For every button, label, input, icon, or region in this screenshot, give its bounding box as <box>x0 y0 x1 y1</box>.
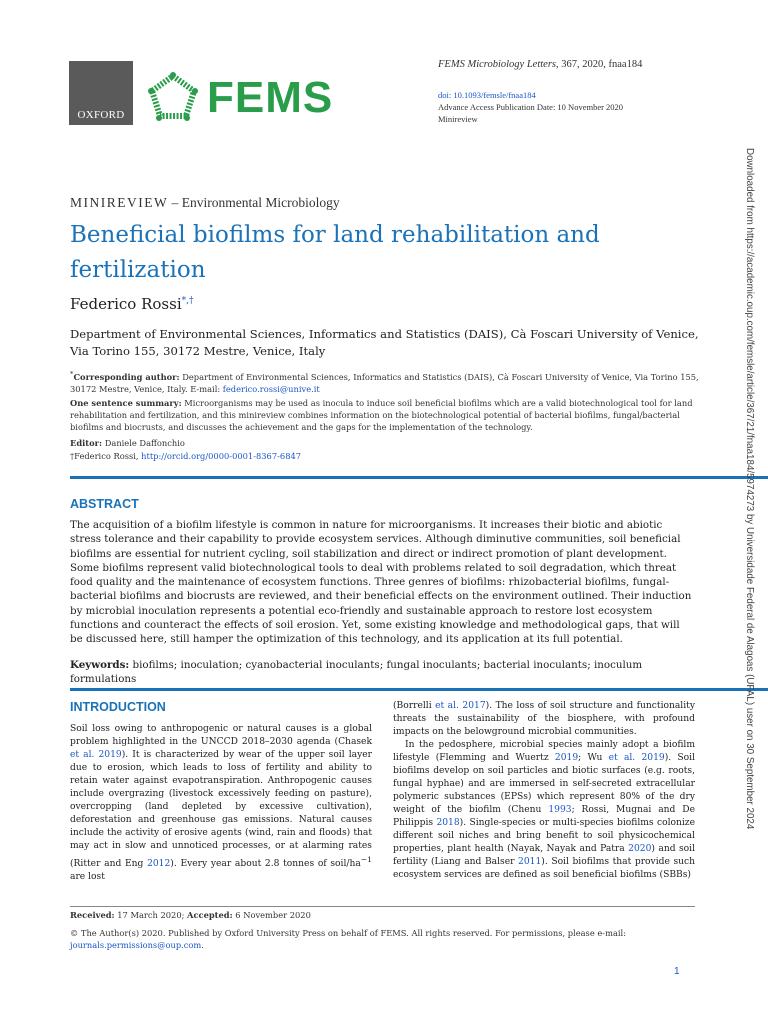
text-run: In the pedosphere, microbial species mainly adopt a biofilm lifestyle (Flemming and Wuertz <box>393 740 695 763</box>
citation-link[interactable]: 1993 <box>548 805 572 815</box>
text-run: are lost <box>70 872 105 883</box>
superscript: −1 <box>360 855 372 864</box>
corresponding-label: Corresponding author: <box>73 371 180 382</box>
summary-label: One sentence summary: <box>70 398 182 408</box>
copyright-text: © The Author(s) 2020. Published by Oxford University Press on behalf of FEMS. All rights reserved. For permissions, please e-mail: <box>70 928 626 938</box>
article-type: Minireview <box>438 114 478 124</box>
one-sentence-summary <box>70 397 700 433</box>
received-accepted-line <box>70 910 311 920</box>
section-label <box>70 195 340 211</box>
abstract-top-rule <box>70 476 768 479</box>
doi-link[interactable]: doi: 10.1093/femsle/fnaa184 <box>438 90 536 100</box>
download-watermark: Downloaded from https://academic.oup.com/femsle/article/367/21/fnaa184/5974273 by Universidade Federal de Alagoas (UFAL) user on 30 September 2024 <box>744 148 755 830</box>
corresponding-text: Department of Environmental Sciences, Informatics and Statistics (DAIS), Cà Foscari University of Venice, Via Torino 155, 30172 Mestre, Venice, Italy. E-mail: <box>70 371 699 394</box>
editor-name: Daniele Daffonchio <box>102 438 185 448</box>
article-title: Beneficial biofilms for land rehabilitation and fertilization <box>70 222 600 283</box>
text-run: ). Soil biofilms that provide such ecosystem services are defined as soil beneficial biofilms (SBBs) <box>393 857 695 880</box>
page-number: 1 <box>674 966 680 977</box>
citation-link[interactable]: 2020 <box>628 844 652 854</box>
citation-link[interactable]: 2018 <box>436 818 460 828</box>
citation-link[interactable]: 2011 <box>518 857 542 867</box>
copyright-period: . <box>201 940 204 950</box>
text-run: ; Rossi, Mugnai and De Philippis <box>393 805 695 828</box>
citation-link[interactable]: et al. 2017 <box>435 701 486 711</box>
received-label: Received: <box>70 910 115 920</box>
journal-name: FEMS Microbiology Letters <box>438 59 557 70</box>
author-marks[interactable]: *,† <box>181 296 194 306</box>
advance-access-date: Advance Access Publication Date: 10 November 2020 <box>438 102 624 112</box>
text-run: (Borrelli <box>393 701 436 711</box>
summary-text: Microorganisms may be used as inocula to induce soil beneficial biofilms which are a valid biotechnological tool for land rehabilitation and fertilization, and this minireview combines information on the biotechnological potential of bacterial biofilms, fungal/bacterial biofilms and biocrusts, and discusses the achievement and the gaps for the implementation of the technology. <box>70 398 693 432</box>
accepted-date: 6 November 2020 <box>232 910 311 920</box>
corresponding-mark: * <box>70 370 74 378</box>
citation-link[interactable]: 2019 <box>554 753 579 763</box>
journal-citation <box>438 59 642 70</box>
received-date: 17 March 2020; <box>114 910 188 920</box>
editor-label: Editor: <box>70 438 103 448</box>
abstract-heading: ABSTRACT <box>70 497 139 511</box>
copyright-notice <box>70 927 700 951</box>
corresponding-email-link[interactable]: federico.rossi@unive.it <box>222 383 320 394</box>
orcid-line <box>70 450 700 462</box>
editor-line <box>70 437 700 449</box>
citation-link[interactable]: et al. 2019 <box>70 750 122 760</box>
journal-info: , 367, 2020, fnaa184 <box>556 59 643 70</box>
abstract-body: The acquisition of a biofilm lifestyle is common in nature for microorganisms. It increases their biotic and abiotic stress tolerance and their capability to provide ecosystem services. Although diminutive communities, soil beneficial biofilms are essential for nutrient cycling, soil stabilization and direct or indirect promotion of plant development. Some biofilms represent valid biotechnological tools to deal with problems related to soil degradation, which threat food quality and the maintenance of ecosystem functions. Three genres of biofilms: rhizobacterial biofilms, fungal-bacterial biofilms and biocrusts are reviewed, and their beneficial effects on the environment outlined. Their induction by microbial inoculation represents a potential eco-friendly and sustainable approach to restore lost ecosystem functions and counteract the effects of soil erosion. Yet, some existing knowledge and methodological gaps, that will be discussed here, still hamper the optimization of this technology, and its application at its full potential. <box>70 519 692 646</box>
text-run: ; Wu <box>578 753 609 763</box>
text-run: ). Single-species or multi-species biofilms colonize different soil niches and bring benefit to soil physicochemical properties, plant health (Nayak, Nayak and Patra <box>393 818 695 854</box>
text-run: ). The loss of soil structure and functionality threats the sustainability of the biosphere, with profound impacts on the belowground microbial communities. <box>393 701 695 737</box>
introduction-heading: INTRODUCTION <box>70 700 166 714</box>
section-subject: Environmental Microbiology <box>181 195 340 210</box>
author-name: Federico Rossi <box>70 295 182 313</box>
intro-paragraph <box>393 739 695 882</box>
text-run: ). Every year about 2.8 tonnes of soil/ha <box>170 859 361 870</box>
fems-logo-text: FEMS <box>207 73 334 122</box>
orcid-text: †Federico Rossi, <box>70 451 142 461</box>
section-type: MINIREVIEW <box>70 195 169 210</box>
author-line <box>70 295 194 313</box>
section-separator: – <box>168 195 182 210</box>
footer-rule <box>70 906 695 907</box>
abstract-bottom-rule <box>70 688 768 691</box>
affiliation: Department of Environmental Sciences, Informatics and Statistics (DAIS), Cà Foscari University of Venice, Via Torino 155, 30172 Mestre, Venice, Italy <box>70 327 699 358</box>
intro-column-right <box>393 700 695 882</box>
oxford-logo <box>69 61 133 125</box>
text-run: ). It is characterized by wear of the upper soil layer due to erosion, which leads to loss of fertility and ability to retain water against evapotranspiration. Anthropogenic causes include overgrazing (livestock excessively feeding on pasture), overcropping (land depleted by excessive cultivation), deforestation and greenhouse gas emissions. Natural causes include the activity of erosive agents (wind, rain and floods) that may act in slow and unnoticed processes, or at alarming rates (Ritter and Eng <box>70 750 373 870</box>
citation-link[interactable]: 2012 <box>147 859 171 870</box>
permissions-email-link[interactable]: journals.permissions@oup.com <box>70 940 202 950</box>
keywords-label: Keywords: <box>70 659 130 671</box>
text-run: ). Soil biofilms develop on soil particles and biotic surfaces (e.g. roots, fungal hyphae) and are immersed in self-secreted extracellular polymeric substances (EPSs) which represent 80% of the dry weight of the biofilm (Chenu <box>393 753 695 815</box>
citation-link[interactable]: et al. 2019 <box>608 753 665 763</box>
intro-column-left <box>70 723 372 884</box>
orcid-link[interactable]: http://orcid.org/0000-0001-8367-6847 <box>141 451 302 461</box>
keywords-line <box>70 658 710 686</box>
fems-logo <box>145 70 333 126</box>
intro-paragraph <box>393 700 695 739</box>
fems-emblem-icon <box>145 70 201 126</box>
oxford-logo-text: OXFORD <box>77 109 125 121</box>
text-run: Soil loss owing to anthropogenic or natural causes is a global problem highlighted in the UNCCD 2018–2030 agenda (Chasek <box>70 724 372 747</box>
text-run: ) and soil fertility (Liang and Balser <box>393 844 695 867</box>
corresponding-author-note <box>70 368 700 395</box>
intro-paragraph <box>70 723 372 884</box>
keywords-text: biofilms; inoculation; cyanobacterial inoculants; fungal inoculants; bacterial inoculants; inoculum formulations <box>70 659 643 685</box>
accepted-label: Accepted: <box>187 910 233 920</box>
